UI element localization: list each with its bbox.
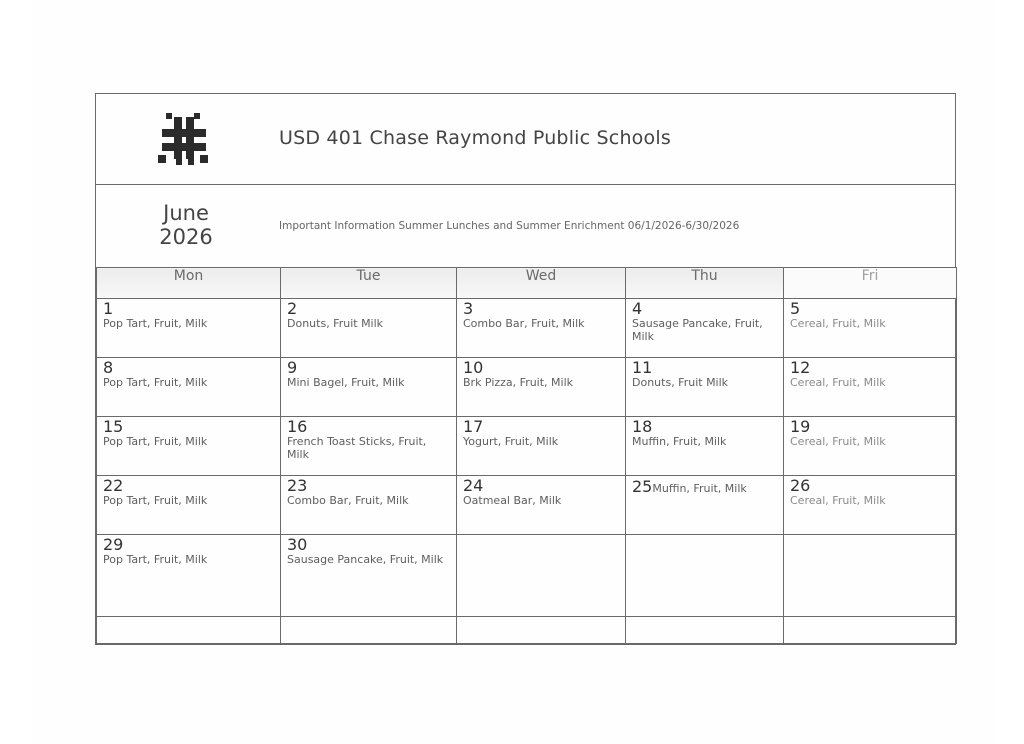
day-number: 26 xyxy=(790,476,811,495)
month-name: June xyxy=(163,201,209,225)
meal-text: Muffin, Fruit, Milk xyxy=(652,482,747,495)
meal-text: Brk Pizza, Fruit, Milk xyxy=(463,376,574,389)
meal-text: Oatmeal Bar, Milk xyxy=(463,494,562,507)
day-number: 8 xyxy=(103,358,114,377)
day-cell xyxy=(626,299,784,358)
empty-cell xyxy=(97,617,281,644)
day-number: 17 xyxy=(463,417,484,436)
day-cell xyxy=(281,535,457,617)
header-row xyxy=(96,94,955,185)
day-cell xyxy=(784,417,957,476)
day-cell xyxy=(97,476,281,535)
day-cell xyxy=(281,417,457,476)
day-cell xyxy=(97,358,281,417)
empty-cell xyxy=(457,617,626,644)
empty-cell xyxy=(626,617,784,644)
meal-text: Pop Tart, Fruit, Milk xyxy=(103,376,208,389)
meal-text: Pop Tart, Fruit, Milk xyxy=(103,435,208,448)
week-row xyxy=(97,417,957,476)
meal-text: French Toast Sticks, Fruit, Milk xyxy=(287,435,427,461)
day-cell xyxy=(281,358,457,417)
day-cell xyxy=(457,476,626,535)
day-cell xyxy=(457,417,626,476)
empty-cell xyxy=(784,617,957,644)
week-row xyxy=(97,358,957,417)
week-row xyxy=(97,535,957,617)
meal-text: Yogurt, Fruit, Milk xyxy=(463,435,559,448)
meal-text: Mini Bagel, Fruit, Milk xyxy=(287,376,405,389)
day-cell xyxy=(281,476,457,535)
day-cell xyxy=(281,299,457,358)
day-number: 18 xyxy=(632,417,653,436)
month-year: 2026 xyxy=(159,225,213,249)
meal-text: Cereal, Fruit, Milk xyxy=(790,435,886,448)
weekday-header: Fri xyxy=(784,268,957,299)
meal-text: Donuts, Fruit Milk xyxy=(287,317,384,330)
day-cell xyxy=(626,358,784,417)
meal-text: Cereal, Fruit, Milk xyxy=(790,376,886,389)
day-number: 30 xyxy=(287,535,308,554)
day-cell xyxy=(457,299,626,358)
day-number: 25 xyxy=(632,477,653,496)
month-label xyxy=(136,201,236,249)
day-cell xyxy=(626,476,784,535)
day-cell xyxy=(97,299,281,358)
calendar-frame xyxy=(95,93,956,645)
meal-text: Muffin, Fruit, Milk xyxy=(632,435,727,448)
meal-text: Combo Bar, Fruit, Milk xyxy=(463,317,585,330)
day-cell xyxy=(784,476,957,535)
week-row xyxy=(97,617,957,644)
weekday-header: Thu xyxy=(626,268,784,299)
day-cell xyxy=(784,358,957,417)
meal-text: Donuts, Fruit Milk xyxy=(632,376,729,389)
empty-cell xyxy=(626,535,784,617)
week-row xyxy=(97,299,957,358)
day-number: 4 xyxy=(632,299,643,318)
meal-text: Cereal, Fruit, Milk xyxy=(790,317,886,330)
hash-logo-icon xyxy=(156,111,212,167)
weekday-header-row xyxy=(97,268,957,299)
meal-text: Sausage Pancake, Fruit, Milk xyxy=(632,317,763,343)
meal-text: Pop Tart, Fruit, Milk xyxy=(103,317,208,330)
weekday-header: Mon xyxy=(97,268,281,299)
meal-text: Pop Tart, Fruit, Milk xyxy=(103,553,208,566)
weekday-header: Wed xyxy=(457,268,626,299)
day-number: 1 xyxy=(103,299,114,318)
day-number: 29 xyxy=(103,535,124,554)
day-number: 16 xyxy=(287,417,308,436)
day-number: 9 xyxy=(287,358,298,377)
day-number: 12 xyxy=(790,358,811,377)
empty-cell xyxy=(281,617,457,644)
day-number: 23 xyxy=(287,476,308,495)
meal-text: Sausage Pancake, Fruit, Milk xyxy=(287,553,444,566)
day-cell xyxy=(97,535,281,617)
day-cell xyxy=(97,417,281,476)
day-number: 3 xyxy=(463,299,474,318)
meal-text: Cereal, Fruit, Milk xyxy=(790,494,886,507)
day-number: 5 xyxy=(790,299,801,318)
day-number: 19 xyxy=(790,417,811,436)
calendar-grid xyxy=(96,267,957,644)
day-cell xyxy=(784,299,957,358)
day-cell xyxy=(626,417,784,476)
meal-text: Combo Bar, Fruit, Milk xyxy=(287,494,409,507)
day-number: 2 xyxy=(287,299,298,318)
day-number: 11 xyxy=(632,358,653,377)
empty-cell xyxy=(784,535,957,617)
weekday-header: Tue xyxy=(281,268,457,299)
school-name: USD 401 Chase Raymond Public Schools xyxy=(279,127,671,149)
day-number: 15 xyxy=(103,417,124,436)
important-info: Important Information Summer Lunches and Summer Enrichment 06/1/2026-6/30/2026 xyxy=(279,220,740,232)
meal-text: Pop Tart, Fruit, Milk xyxy=(103,494,208,507)
day-number: 22 xyxy=(103,476,124,495)
day-cell xyxy=(457,358,626,417)
month-row xyxy=(96,185,955,268)
day-number: 10 xyxy=(463,358,484,377)
week-row xyxy=(97,476,957,535)
empty-cell xyxy=(457,535,626,617)
day-number: 24 xyxy=(463,476,484,495)
